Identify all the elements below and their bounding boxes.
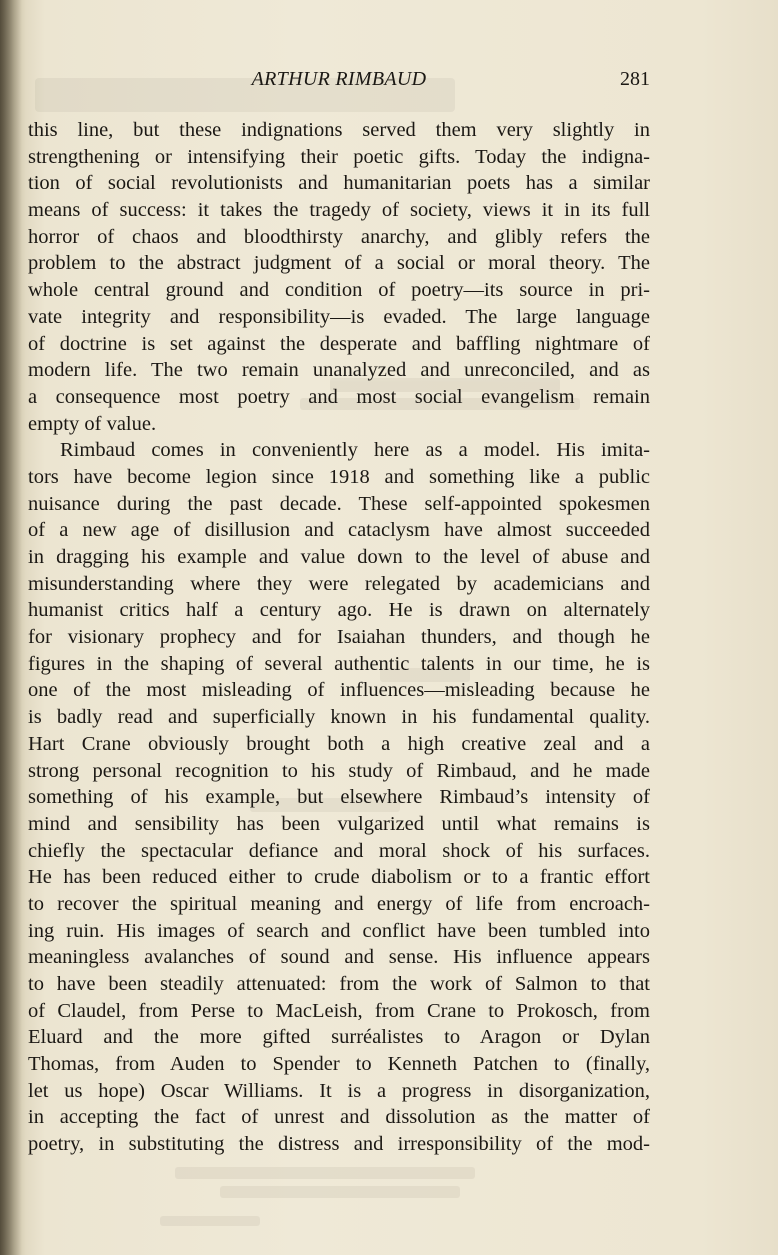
text-line: modern life. The two remain unanalyzed and unreconciled, and as (28, 359, 650, 382)
text-line: chiefly the spectacular defiance and moral shock of his surfaces. (28, 839, 650, 862)
text-line: for visionary prophecy and for Isaiahan thunders, and though he (28, 626, 650, 649)
text-line: one of the most misleading of influences—misleading because he (28, 679, 650, 702)
gutter-shadow (0, 0, 22, 1255)
text-line: tion of social revolutionists and humanitarian poets has a similar (28, 172, 650, 195)
text-line: in accepting the fact of unrest and dissolution as the matter of (28, 1106, 650, 1129)
text-line: horror of chaos and bloodthirsty anarchy, and glibly refers the (28, 225, 650, 248)
text-line: vate integrity and responsibility—is evaded. The large language (28, 305, 650, 328)
body-text (28, 117, 650, 1158)
text-line: nuisance during the past decade. These self-appointed spokesmen (28, 492, 650, 515)
text-line: Rimbaud comes in conveniently here as a model. His imita- (60, 439, 650, 462)
text-line: this line, but these indignations served them very slightly in (28, 119, 650, 141)
text-line: of Claudel, from Perse to MacLeish, from Crane to Prokosch, from (28, 999, 650, 1022)
running-title: ARTHUR RIMBAUD (251, 68, 427, 90)
text-line: humanist critics half a century ago. He is drawn on alternately (28, 599, 650, 622)
page-number: 281 (620, 68, 650, 90)
text-line: strong personal recognition to his study of Rimbaud, and he made (28, 759, 650, 782)
text-line: something of his example, but elsewhere Rimbaud’s intensity of (28, 786, 650, 809)
text-line: empty of value. (28, 412, 157, 435)
text-line: Hart Crane obviously brought both a high creative zeal and a (28, 732, 650, 755)
text-line: is badly read and superficially known in his fundamental quality. (28, 706, 650, 729)
text-line: meaningless avalanches of sound and sense. His influence appears (28, 946, 650, 969)
text-line: means of success: it takes the tragedy of society, views it in its full (28, 199, 650, 222)
text-line: Eluard and the more gifted surréalistes to Aragon or Dylan (28, 1026, 650, 1049)
text-line: Thomas, from Auden to Spender to Kenneth Patchen to (finally, (28, 1053, 650, 1076)
text-line: strengthening or intensifying their poetic gifts. Today the indigna- (28, 145, 650, 168)
text-line: mind and sensibility has been vulgarized until what remains is (28, 812, 650, 835)
text-line: He has been reduced either to crude diabolism or to a frantic effort (28, 866, 650, 889)
text-line: of doctrine is set against the desperate and baffling nightmare of (28, 332, 650, 355)
text-line: whole central ground and condition of poetry—its source in pri- (28, 279, 650, 302)
text-line: let us hope) Oscar Williams. It is a progress in disorganization, (28, 1079, 650, 1102)
text-line: a consequence most poetry and most social evangelism remain (28, 385, 650, 408)
text-line: to have been steadily attenuated: from the work of Salmon to that (28, 973, 650, 995)
text-line: figures in the shaping of several authentic talents in our time, he is (28, 652, 650, 675)
text-line: misunderstanding where they were relegated by academicians and (28, 572, 650, 595)
running-header (28, 68, 650, 98)
text-line: of a new age of disillusion and cataclysm have almost succeeded (28, 519, 650, 542)
text-line: poetry, in substituting the distress and irresponsibility of the mod- (28, 1133, 650, 1156)
paragraph (28, 437, 650, 1158)
text-line: to recover the spiritual meaning and energy of life from encroach- (28, 892, 650, 915)
text-line: problem to the abstract judgment of a social or moral theory. The (28, 252, 650, 275)
paragraph (28, 117, 650, 437)
text-line: ing ruin. His images of search and conflict have been tumbled into (28, 919, 650, 942)
text-line: tors have become legion since 1918 and something like a public (28, 465, 650, 488)
text-line: in dragging his example and value down to the level of abuse and (28, 546, 650, 568)
